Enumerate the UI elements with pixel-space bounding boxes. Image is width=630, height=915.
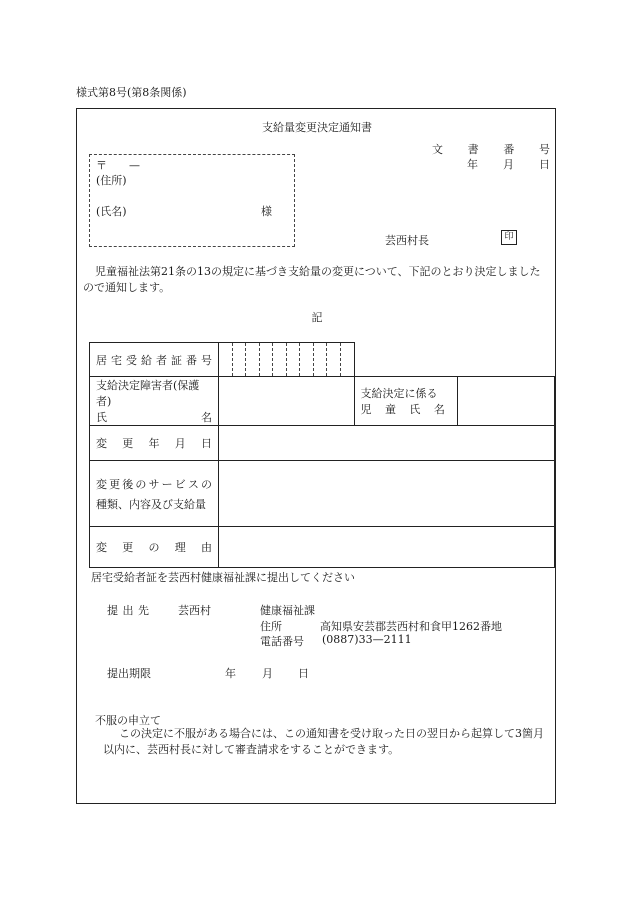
cert-digit-cell[interactable] [233, 343, 247, 376]
label-char: 給 [141, 353, 152, 367]
child-name-field[interactable] [457, 377, 554, 426]
change-date-field[interactable] [219, 426, 555, 461]
label-char: 者 [156, 353, 167, 367]
guardian-label [90, 377, 219, 426]
label-char: 童 [384, 403, 396, 416]
submission-note: 居宅受給者証を芸西村健康福祉課に提出してください [91, 571, 355, 584]
label-char: 変 [96, 477, 107, 491]
cert-number-field[interactable] [219, 343, 355, 377]
label-char: 出 [122, 604, 134, 617]
form-number-label: 様式第8号(第8条関係) [76, 86, 187, 99]
doc-number-char: 号 [538, 143, 550, 156]
reason-label [90, 527, 219, 568]
label-char: 提 [107, 604, 118, 617]
guardian-row [90, 377, 555, 426]
body-text: 児童福祉法第21条の13の規定に基づき支給量の変更について、下記のとおり決定しましたので通知します。 [83, 265, 541, 294]
issuer-title: 芸西村長 [385, 234, 429, 247]
objection-title: 不服の申立て [95, 714, 161, 727]
label-char: 理 [174, 541, 186, 554]
cert-digit-cell[interactable] [300, 343, 314, 376]
label-char: 年 [148, 437, 160, 450]
blank-cell [354, 343, 555, 377]
change-date-label [90, 426, 219, 461]
change-date-row [90, 426, 555, 461]
submission-address-label: 住所 [260, 620, 282, 633]
notice-frame [76, 108, 556, 804]
date-month: 月 [503, 158, 514, 171]
doc-number-char: 書 [467, 143, 479, 156]
deadline-label: 提出期限 [107, 667, 151, 680]
label-char: ビ [174, 477, 186, 491]
postal-code: 〒 — [96, 159, 140, 172]
label-char: 宅 [111, 353, 122, 367]
service-label [90, 461, 219, 527]
submission-address: 高知県安芸郡芸西村和食甲1262番地 [320, 620, 502, 633]
reason-row [90, 527, 555, 568]
label-char: 更 [109, 477, 121, 491]
objection-text: この決定に不服がある場合には、この通知書を受け取った日の翌日から起算して3箇月以内に、芸西村長に対して審査請求をすることができます。 [103, 727, 544, 756]
document-number-line [432, 141, 550, 157]
address-label: (住所) [96, 174, 127, 187]
label-char: 居 [96, 353, 107, 367]
deadline-month: 月 [262, 667, 273, 680]
service-row [90, 461, 555, 527]
service-field[interactable] [219, 461, 555, 527]
submission-tel: (0887)33—2111 [322, 633, 412, 646]
cert-digit-cell[interactable] [246, 343, 260, 376]
child-label-line1: 支給決定に係る [360, 387, 438, 400]
label-char: の [201, 477, 212, 491]
child-label [354, 377, 457, 426]
honorific: 様 [261, 205, 272, 218]
label-char: ー [161, 477, 173, 491]
label-char: 更 [122, 437, 134, 450]
label-char: 証 [171, 353, 182, 367]
label-char: 受 [126, 353, 137, 367]
cert-digit-cell[interactable] [273, 343, 287, 376]
issue-date-line [467, 156, 550, 172]
label-char: 児 [360, 403, 372, 416]
cert-digit-cell[interactable] [341, 343, 354, 376]
cert-digit-cell[interactable] [219, 343, 233, 376]
record-mark: 記 [311, 311, 323, 324]
cert-number-label [90, 343, 219, 377]
submission-tel-label: 電話番号 [260, 635, 304, 648]
label-char: 日 [201, 437, 212, 450]
label-char: の [135, 477, 147, 491]
label-char: 番 [186, 353, 197, 367]
label-char: 由 [201, 541, 212, 554]
cert-digit-cell[interactable] [327, 343, 341, 376]
label-char: 変 [96, 541, 107, 554]
submission-village: 芸西村 [178, 604, 211, 617]
label-char: の [148, 541, 160, 554]
reason-field[interactable] [219, 527, 555, 568]
deadline-year: 年 [225, 667, 236, 680]
label-char: 号 [201, 353, 212, 367]
deadline-day: 日 [298, 667, 309, 680]
label-char: 後 [122, 477, 134, 491]
label-char: 先 [138, 604, 149, 617]
cert-digit-cells [219, 343, 354, 376]
label-char: 名 [433, 403, 445, 416]
label-char: 変 [96, 437, 107, 450]
doc-number-char: 文 [432, 143, 443, 156]
cert-digit-cell[interactable] [314, 343, 328, 376]
label-char: ス [187, 477, 199, 491]
date-year: 年 [467, 158, 478, 171]
doc-number-char: 番 [503, 143, 515, 156]
guardian-label-line1: 支給決定障害者(保護者) [96, 379, 200, 408]
label-char: 氏 [409, 403, 421, 416]
label-char: 更 [122, 541, 134, 554]
document-title: 支給量変更決定通知書 [262, 121, 372, 134]
seal-mark: 印 [501, 230, 517, 245]
submission-to-label [107, 602, 149, 618]
cert-number-row [90, 343, 555, 377]
label-char: サ [148, 477, 160, 491]
label-char: 月 [174, 437, 186, 450]
label-char: 名 [201, 411, 212, 424]
service-label-line2: 種類、内容及び支給量 [96, 497, 206, 511]
guardian-name-field[interactable] [219, 377, 355, 426]
name-label: (氏名) [96, 205, 127, 218]
cert-digit-cell[interactable] [260, 343, 274, 376]
submission-department: 健康福祉課 [260, 604, 315, 617]
details-table [89, 342, 555, 568]
date-day: 日 [539, 158, 550, 171]
label-char: 氏 [96, 411, 107, 424]
recipient-address-box [89, 154, 295, 247]
cert-digit-cell[interactable] [287, 343, 301, 376]
